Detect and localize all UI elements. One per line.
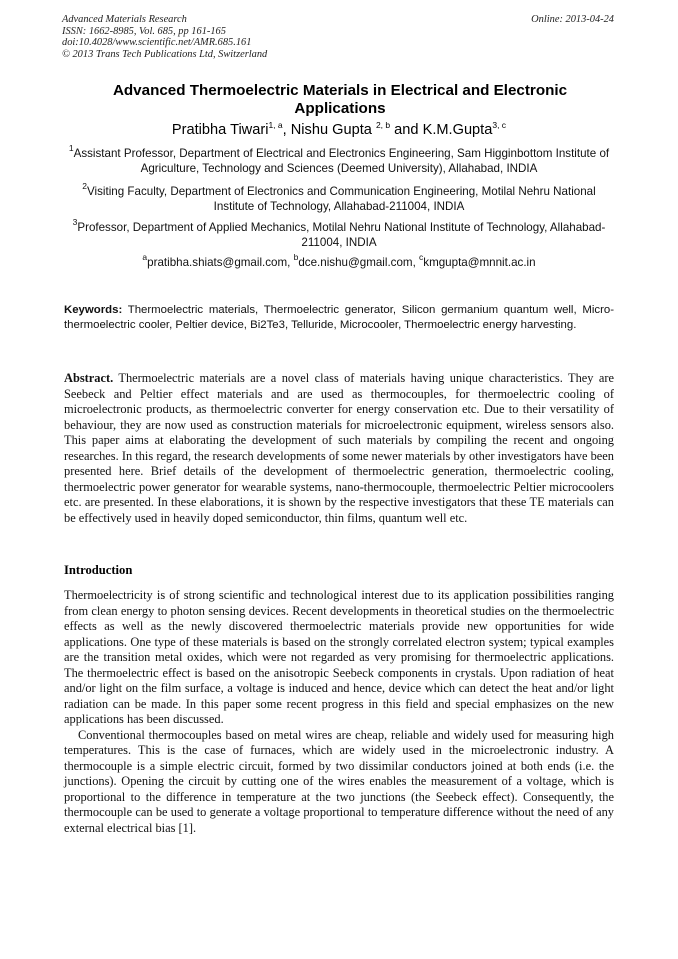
email-address: pratibha.shiats@gmail.com, [147, 256, 294, 269]
email-address: dce.nishu@gmail.com, [298, 256, 420, 269]
affiliation-number: 3 [72, 217, 78, 227]
email-mark: c [419, 252, 424, 262]
doi-line: doi:10.4028/www.scientific.net/AMR.685.161 [62, 37, 252, 49]
affiliation-number: 2 [82, 181, 88, 191]
email-mark: b [293, 252, 299, 262]
author-name: Pratibha Tiwari [171, 122, 269, 138]
abstract-label: Abstract. [64, 371, 114, 385]
publication-info [62, 14, 267, 60]
affiliation-text: Assistant Professor, Department of Electrical and Electronics Engineering, Sam Higginbottom Institute of Agriculture, Technology and Sciences (Deemed University), Allahabad, INDIA [73, 147, 610, 176]
author-separator: and [390, 122, 423, 138]
introduction-heading: Introduction [64, 563, 133, 577]
issn-line: ISSN: 1662-8985, Vol. 685, pp 161-165 [62, 25, 226, 37]
introduction-paragraph-1: Thermoelectricity is of strong scientific and technological interest due to its application possibilities ranging from clean energy to photon sensing devices. Recent developments in theoretical studies on the thermoelectric effects as well as the newly discovered thermoelectric materials provide new opportunities for wide applications. One type of these materials is based on the strongly correlated electron system; typical examples are the transition metal oxides, which were not regarded as very promising for thermoelectric applications. The thermoelectric effect is based on the anisotropic Seebeck components in crystals. Upon radiation of heat and/or light on the film surface, a voltage is induced and hence, device which can detect the heat and/or light radiation can be made. In this paper some recent progress in this field and special emphasizes on the new applications has been discussed. [64, 588, 614, 726]
affiliation-text: Professor, Department of Applied Mechanics, Motilal Nehru National Institute of Technology, Allahabad-211004, INDIA [77, 221, 606, 250]
introduction-paragraph-2: Conventional thermocouples based on metal wires are cheap, reliable and widely used for measuring high temperatures. This is the case of furnaces, which are widely used in the microelectronic industry. A thermocouple is a simple electric circuit, formed by two dissimilar conductors joined at both ends (i.e. the junctions). Opening the circuit by cutting one of the wires enables the measurement of a voltage, which is proportional to the difference in temperature at the two junctions (the Seebeck effect). Consequently, the thermocouple can be used to generate a voltage proportional to temperature difference without the need of any external electrical bias [1]. [64, 727, 614, 835]
paper-title: Advanced Thermoelectric Materials in Electrical and Electronic Applications [112, 82, 568, 117]
copyright-line: © 2013 Trans Tech Publications Ltd, Switzerland [62, 48, 268, 60]
author-emails [66, 252, 612, 270]
affiliation-3 [66, 217, 612, 251]
journal-name: Advanced Materials Research [62, 14, 187, 25]
author-affiliation-mark: 1, a [268, 120, 283, 130]
introduction-body [64, 588, 614, 836]
author-separator: , [282, 122, 291, 138]
affiliation-text: Visiting Faculty, Department of Electronics and Communication Engineering, Motilal Nehru National Institute of Technology, Allahabad-211004, INDIA [87, 185, 596, 214]
online-date: Online: 2013-04-24 [531, 14, 614, 25]
keywords-label: Keywords: [64, 304, 123, 316]
abstract-block [64, 371, 614, 526]
author-affiliation-mark: 3, c [492, 120, 507, 130]
abstract-text: Thermoelectric materials are a novel class of materials having unique characteristics. They are Seebeck and Peltier effect materials and are used as thermocouples, for thermoelectric cooling of microelectronic products, as thermoelectric converter for energy conservation etc. Due to their versatility of behaviour, they are now used as construction materials for microelectronic equipment, wireless sensors also. This paper aims at elaborating the development of such materials by compiling the recent and ongoing researches. In this regard, the research developments of some newer materials by other investigators have been presented here. Brief details of the development of thermoelectric generation, thermoelectric cooling, thermoelectric power generator for wearable systems, nano-thermocouple, thermoelectric Peltier microcoolers etc. are presented. In these elaborations, it is shown by the respective investigators that these TE materials can be effectively used in heavily doped semiconductor, thin films, quantum well etc. [64, 371, 614, 525]
keywords-text: Thermoelectric materials, Thermoelectric generator, Silicon germanium quantum well, Micro-thermoelectric cooler, Peltier device, Bi2Te3, Telluride, Microcooler, Thermoelectric energy harvesting. [64, 304, 614, 332]
email-mark: a [142, 252, 148, 262]
author-line [60, 121, 618, 139]
affiliation-number: 1 [68, 143, 74, 153]
keywords-block [64, 303, 614, 334]
affiliation-2 [66, 181, 612, 215]
affiliation-1 [66, 143, 612, 177]
author-affiliation-mark: 2, b [375, 120, 391, 130]
author-name: K.M.Gupta [422, 122, 493, 138]
author-name: Nishu Gupta [290, 122, 372, 138]
email-address: kmgupta@mnnit.ac.in [423, 256, 536, 269]
